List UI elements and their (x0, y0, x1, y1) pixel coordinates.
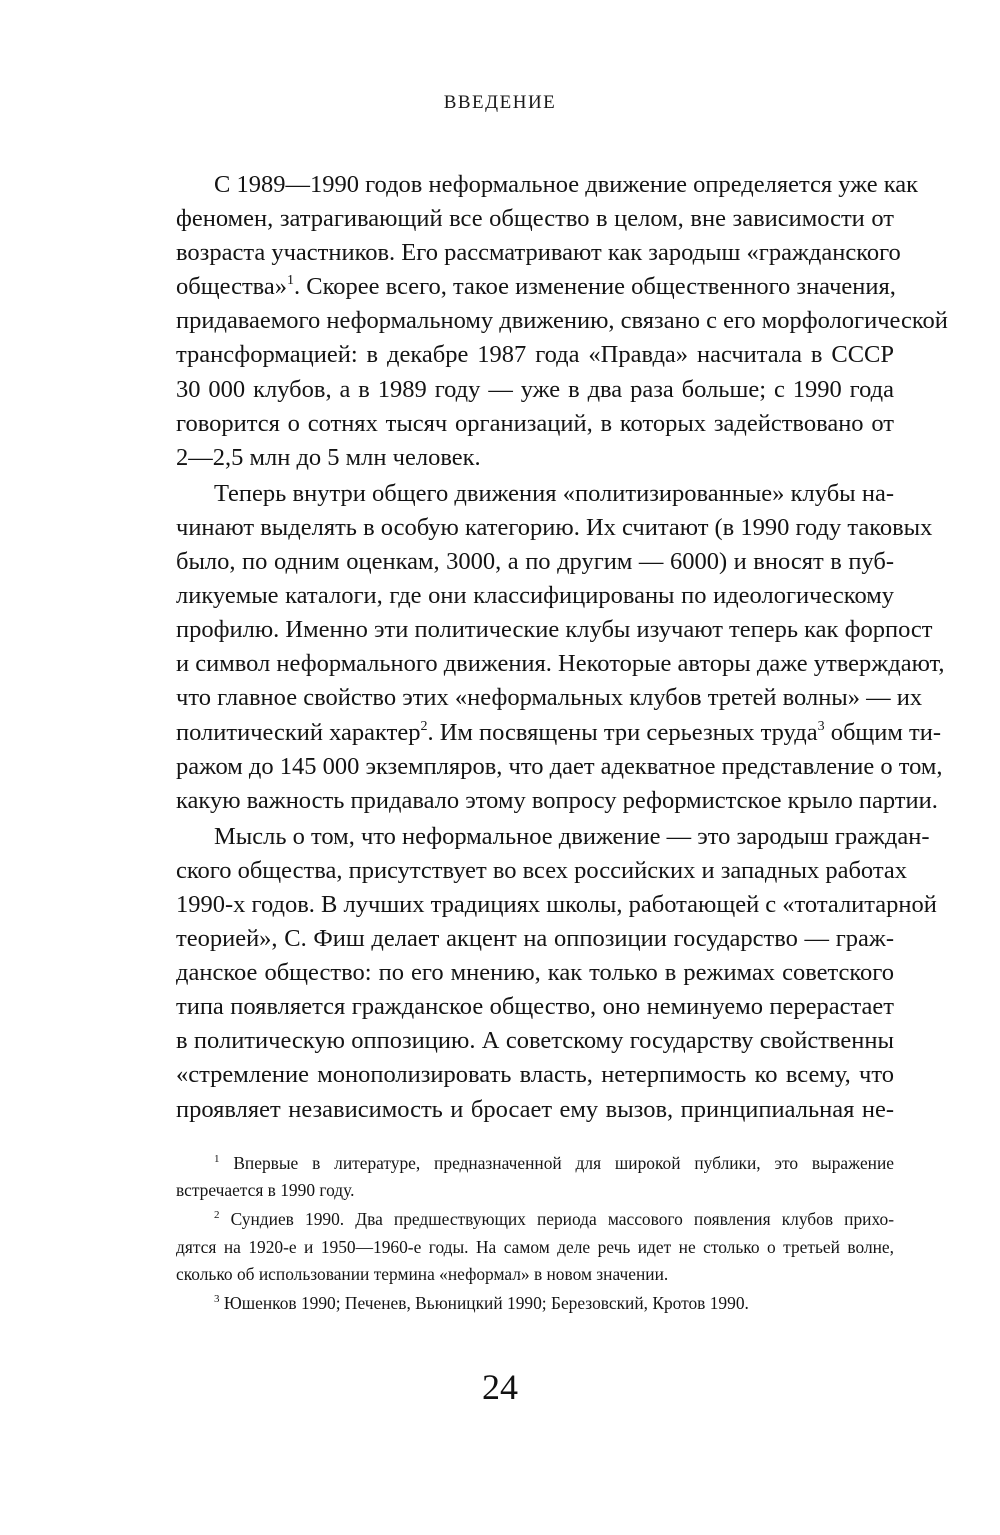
footnote-text: Впервые в литературе, предназначенной для широкой публики, это выражение (219, 1153, 894, 1173)
text-fragment: общим ти- (824, 718, 942, 746)
text-line (176, 716, 942, 750)
text-line: данское общество: по его мнению, как только в режимах советского (176, 959, 894, 987)
footnote-text: Сундиев 1990. Два предшествующих периода массового появления клубов прихо- (219, 1209, 894, 1230)
text-line: проявляет независимость и бросает ему вызов, принципиальная не- (176, 1095, 894, 1123)
footnote-line: встречается в 1990 году. (176, 1180, 355, 1201)
paragraph-2 (176, 477, 945, 818)
running-header: ВВЕДЕНИЕ (443, 92, 557, 113)
main-text (176, 168, 948, 1127)
footnote-ref-1[interactable]: 1 (287, 273, 295, 289)
footnote-3 (176, 1290, 894, 1317)
text-line: чинают выделять в особую категорию. Их считают (в 1990 году таковых (176, 513, 933, 541)
footnote-2 (176, 1206, 894, 1288)
footnotes (176, 1150, 894, 1317)
text-line: Теперь внутри общего движения «политизированные» клубы на- (214, 479, 894, 507)
text-line: в политическую оппозицию. А советскому государству свойственны (176, 1027, 894, 1055)
footnote-line (176, 1206, 894, 1233)
text-line (176, 270, 894, 304)
text-line: профилю. Именно эти политические клубы изучают теперь как форпост (176, 616, 933, 644)
footnote-line: дятся на 1920-е и 1950—1960-е годы. На самом деле речь идет не столько о третьей волне, (176, 1236, 894, 1257)
footnote-ref-3[interactable]: 3 (817, 718, 825, 734)
text-line: типа появляется гражданское общество, оно неминуемо перерастает (176, 993, 894, 1021)
text-line: 1990-х годов. В лучших традициях школы, работающей с «тоталитарной (176, 890, 937, 918)
text-line: что главное свойство этих «неформальных клубов третей волны» — их (176, 684, 923, 712)
footnote-mark: 1 (214, 1153, 220, 1165)
footnote-ref-2[interactable]: 2 (420, 718, 428, 734)
text-line: какую важность придавало этому вопросу реформистское крыло партии. (176, 786, 938, 814)
text-line: «стремление монополизировать власть, нетерпимость ко всему, что (176, 1061, 894, 1089)
text-fragment: политический характер (176, 718, 421, 746)
text-fragment: . Скорее всего, такое изменение общественного значения, (294, 273, 896, 301)
footnote-line (176, 1150, 894, 1177)
text-line: Мысль о том, что неформальное движение — это зародыш граждан- (214, 822, 930, 850)
text-line: трансформацией: в декабре 1987 года «Правда» насчитала в СССР (176, 341, 894, 369)
text-line: ражом до 145 000 экземпляров, что дает адекватное представление о том, (176, 752, 943, 780)
text-line: теорией», С. Фиш делает акцент на оппозиции государство — граж- (176, 925, 894, 953)
text-line: и символ неформального движения. Некоторые авторы даже утверждают, (176, 650, 945, 678)
text-line: говорится о сотнях тысяч организаций, в которых задействовано от (176, 409, 894, 437)
paragraph-3 (176, 820, 937, 1127)
text-line: ликуемые каталоги, где они классифицированы по идеологическому (176, 582, 894, 610)
paragraph-1 (176, 168, 948, 475)
text-line: 2—2,5 млн до 5 млн человек. (176, 443, 481, 471)
text-line: ского общества, присутствует во всех российских и западных работах (176, 856, 907, 884)
text-fragment: . Им посвящены три серьезных труда (427, 718, 818, 746)
page-number: 24 (482, 1367, 518, 1407)
footnote-mark: 2 (214, 1209, 220, 1222)
text-line: 30 000 клубов, а в 1989 году — уже в два раза больше; с 1990 года (176, 375, 894, 403)
footnote-line (176, 1290, 894, 1317)
footnote-line: сколько об использовании термина «неформал» в новом значении. (176, 1263, 669, 1284)
footnote-text: Юшенков 1990; Печенев, Вьюницкий 1990; Березовский, Кротов 1990. (219, 1292, 749, 1313)
footnote-1 (176, 1150, 894, 1204)
text-line: феномен, затрагивающий все общество в целом, вне зависимости от (176, 205, 894, 233)
text-line: придаваемого неформальному движению, связано с его морфологической (176, 307, 948, 335)
footnote-mark: 3 (214, 1292, 220, 1305)
text-fragment: общества» (176, 273, 288, 301)
text-line: возраста участников. Его рассматривают как зародыш «гражданского (176, 239, 901, 267)
text-line: было, по одним оценкам, 3000, а по другим — 6000) и вносят в пуб- (176, 548, 894, 576)
text-line: С 1989—1990 годов неформальное движение определяется уже как (214, 171, 919, 198)
